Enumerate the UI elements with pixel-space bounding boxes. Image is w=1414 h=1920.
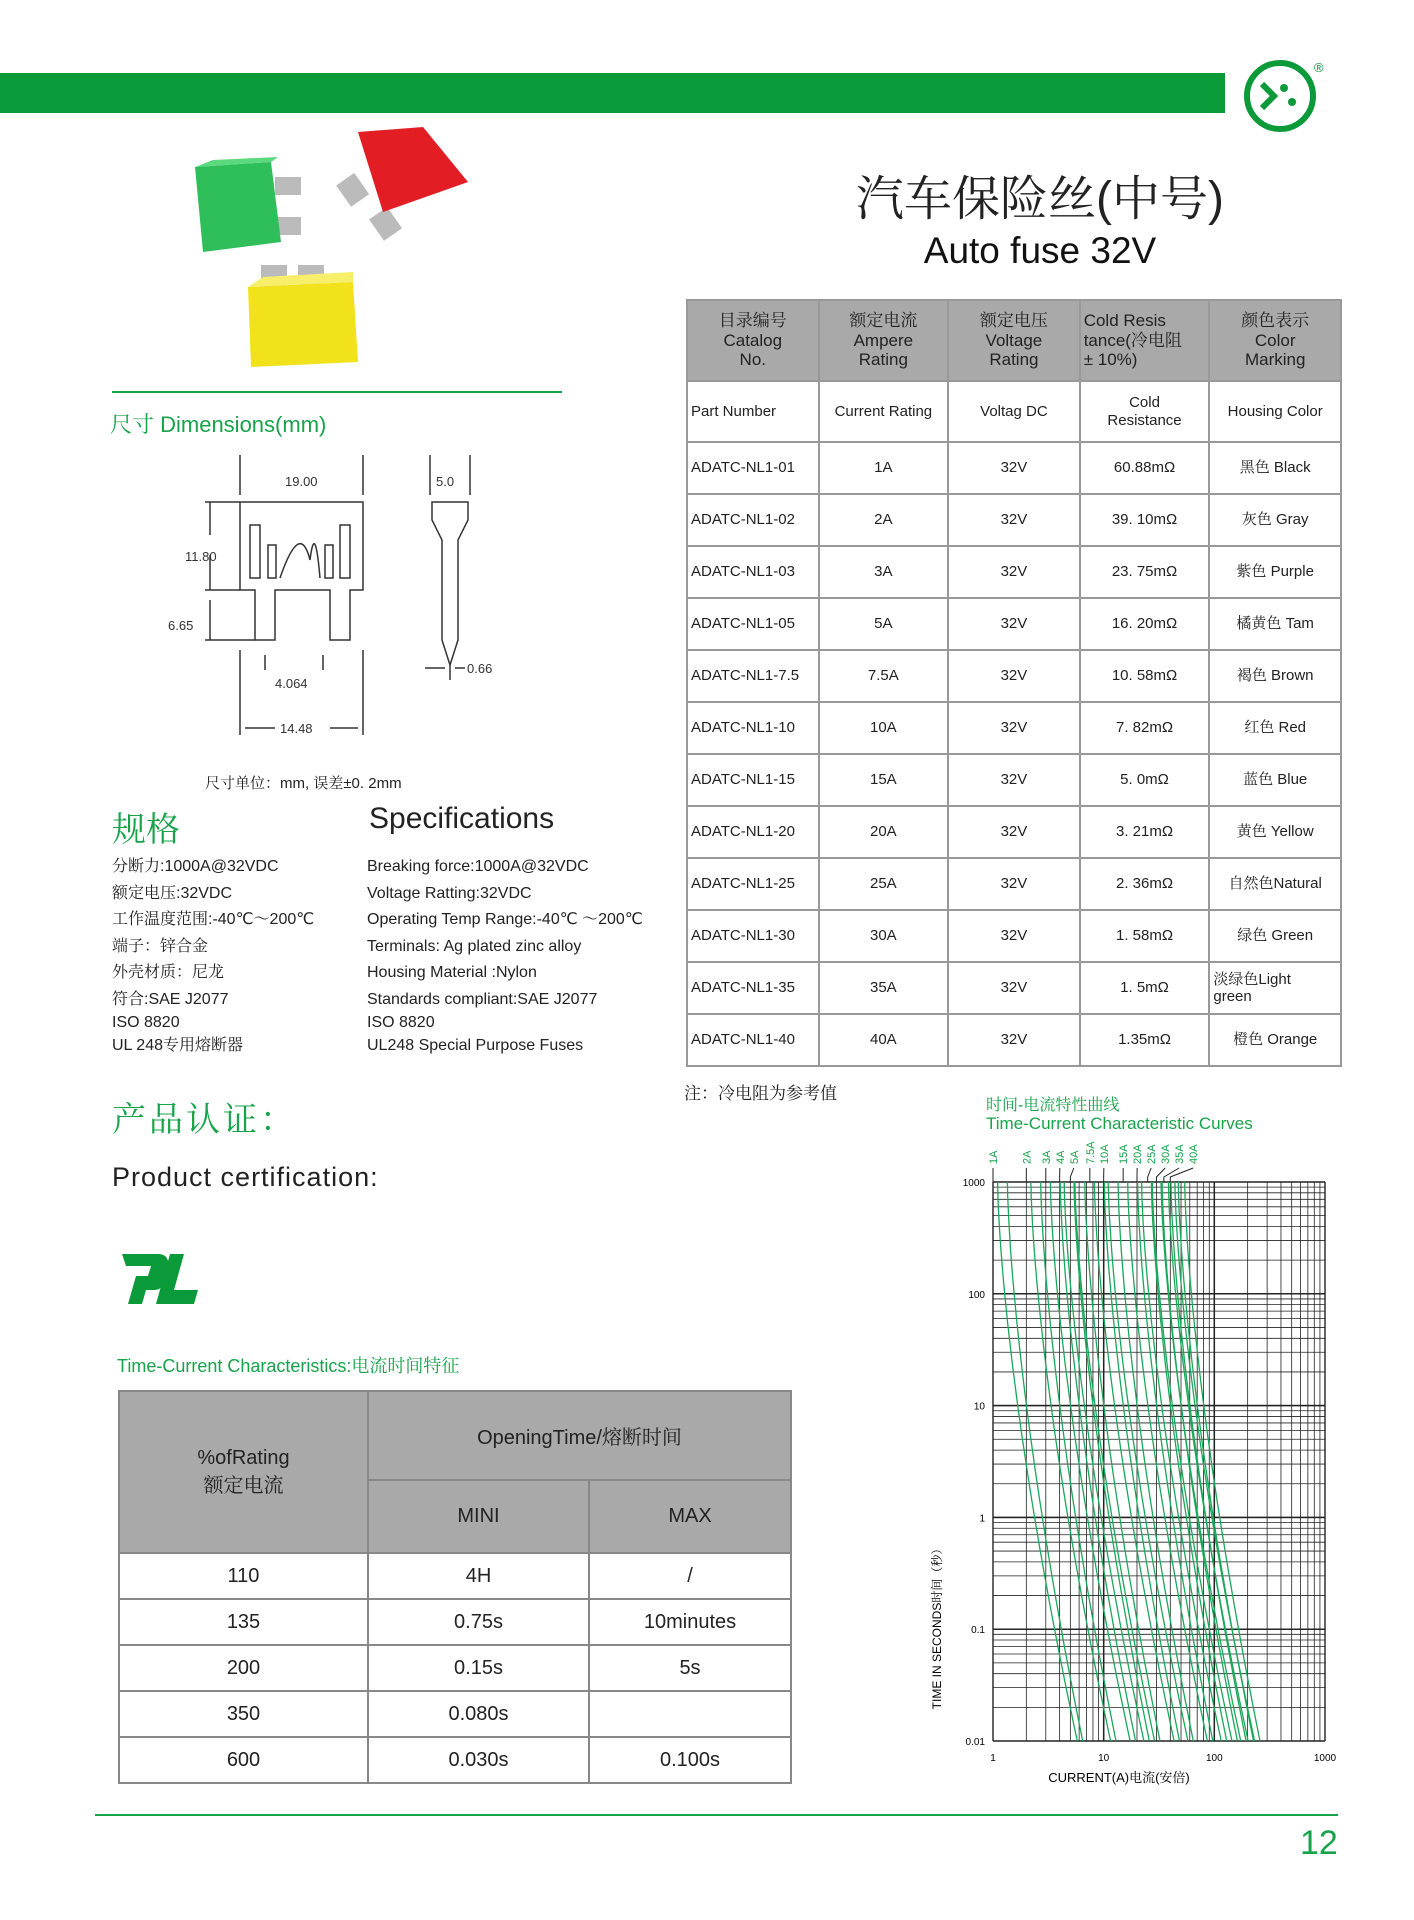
yellow-fuse	[248, 265, 358, 367]
table-cell: 32V	[948, 754, 1080, 806]
spec-line: UL248 Special Purpose Fuses	[367, 1037, 584, 1054]
column-subheader: Voltag DC	[948, 381, 1080, 442]
table-cell: 1.35mΩ	[1080, 1014, 1210, 1066]
column-header: 颜色表示 Color Marking	[1209, 300, 1341, 381]
series-label: 4A	[1054, 1150, 1067, 1164]
parts-section	[686, 299, 1342, 1104]
table-cell: 35A	[819, 962, 949, 1014]
dimension-drawing	[160, 450, 530, 750]
column-subheader: Cold Resistance	[1080, 381, 1210, 442]
table-cell: ADATC-NL1-40	[687, 1014, 819, 1066]
table-cell: 紫色 Purple	[1209, 546, 1341, 598]
specs-title-en: Specifications	[369, 802, 555, 835]
table-cell: 32V	[948, 598, 1080, 650]
divider	[112, 391, 562, 393]
series-tick	[1070, 1168, 1073, 1182]
series-label: 7.5A	[1084, 1141, 1097, 1164]
table-row	[119, 1599, 791, 1645]
table-cell: 32V	[948, 806, 1080, 858]
table-cell: 橘黄色 Tam	[1209, 598, 1341, 650]
table-cell: ADATC-NL1-10	[687, 702, 819, 754]
table-row	[119, 1553, 791, 1599]
table-cell: 自然色Natural	[1209, 858, 1341, 910]
table-cell: 淡绿色Light green	[1209, 962, 1341, 1014]
series-label: 25A	[1146, 1144, 1159, 1164]
spec-line: 分断力:1000A@32VDC	[112, 858, 279, 875]
table-row	[687, 754, 1341, 806]
table-cell: 350	[119, 1691, 368, 1737]
dimensions-title: 尺寸 Dimensions(mm)	[110, 412, 327, 437]
table-cell: ADATC-NL1-35	[687, 962, 819, 1014]
y-tick-label: 10	[973, 1401, 985, 1413]
table-cell: 32V	[948, 1014, 1080, 1066]
green-fuse	[195, 157, 301, 252]
svg-text:4.064: 4.064	[275, 676, 308, 691]
table-cell: 5s	[589, 1645, 791, 1691]
table-cell: /	[589, 1553, 791, 1599]
y-tick-label: 0.01	[965, 1737, 985, 1748]
brand-logo	[1240, 56, 1330, 136]
spec-line: 符合:SAE J2077	[112, 990, 229, 1008]
table-cell: 5. 0mΩ	[1080, 754, 1210, 806]
y-tick-label: 1000	[962, 1178, 985, 1189]
table-cell: ADATC-NL1-03	[687, 546, 819, 598]
time-current-chart	[920, 1095, 1340, 1800]
table-row	[119, 1691, 791, 1737]
table-cell: 110	[119, 1553, 368, 1599]
table-row	[687, 494, 1341, 546]
header-percent-rating: %ofRating 额定电流	[119, 1391, 368, 1553]
column-subheader: Current Rating	[819, 381, 949, 442]
table-cell: 黄色 Yellow	[1209, 806, 1341, 858]
curve-3A	[1050, 1182, 1130, 1741]
column-header: 额定电压 Voltage Rating	[948, 300, 1080, 381]
spec-line: ISO 8820	[112, 1014, 180, 1031]
product-photo	[183, 122, 483, 372]
table-row	[687, 702, 1341, 754]
page-title-cn: 汽车保险丝(中号)	[856, 173, 1224, 226]
column-subheader: Housing Color	[1209, 381, 1341, 442]
table-row	[687, 858, 1341, 910]
y-tick-label: 100	[968, 1289, 985, 1301]
ul-logo	[118, 1250, 210, 1308]
series-tick	[1148, 1168, 1151, 1182]
table-cell: 1A	[819, 442, 949, 494]
series-label: 30A	[1160, 1144, 1173, 1164]
spec-line: ISO 8820	[367, 1014, 435, 1031]
spec-line: 额定电压:32VDC	[112, 884, 233, 902]
table-row	[687, 806, 1341, 858]
series-label: 2A	[1021, 1150, 1034, 1164]
table-cell: 0.030s	[368, 1737, 589, 1783]
table-cell: 橙色 Orange	[1209, 1014, 1341, 1066]
table-cell: 绿色 Green	[1209, 910, 1341, 962]
table-row	[687, 650, 1341, 702]
table-cell: 135	[119, 1599, 368, 1645]
y-tick-label: 0.1	[971, 1625, 985, 1637]
svg-text:0.66: 0.66	[467, 661, 493, 676]
dimension-unit-note: 尺寸单位：mm, 误差±0. 2mm	[205, 775, 402, 792]
time-current-title: Time-Current Characteristics:电流时间特征	[117, 1356, 460, 1376]
table-row	[687, 546, 1341, 598]
table-cell: 灰色 Gray	[1209, 494, 1341, 546]
svg-text:11.80: 11.80	[185, 549, 217, 564]
page-number: 12	[1300, 1824, 1338, 1862]
spec-line: Breaking force:1000A@32VDC	[367, 858, 589, 875]
table-cell: 16. 20mΩ	[1080, 598, 1210, 650]
column-subheader: Part Number	[687, 381, 819, 442]
table-cell: 600	[119, 1737, 368, 1783]
table-cell: 0.100s	[589, 1737, 791, 1783]
table-cell: 10. 58mΩ	[1080, 650, 1210, 702]
spec-line: 端子：锌合金	[112, 937, 209, 955]
table-cell: 10A	[819, 702, 949, 754]
table-cell: 25A	[819, 858, 949, 910]
certification-title-en: Product certification:	[112, 1162, 379, 1192]
table-cell: 7. 82mΩ	[1080, 702, 1210, 754]
specs-list-en	[367, 854, 643, 1060]
table-cell: 32V	[948, 858, 1080, 910]
column-header: 目录编号 Catalog No.	[687, 300, 819, 381]
table-cell: 2A	[819, 494, 949, 546]
svg-text:6.65: 6.65	[168, 618, 194, 633]
curve-15A	[1128, 1182, 1208, 1741]
table-cell: ADATC-NL1-30	[687, 910, 819, 962]
table-cell: 60.88mΩ	[1080, 442, 1210, 494]
table-cell: 3. 21mΩ	[1080, 806, 1210, 858]
series-tick	[1170, 1168, 1193, 1182]
series-label: 5A	[1068, 1150, 1081, 1164]
table-cell: 0.080s	[368, 1691, 589, 1737]
series-label: 1A	[988, 1150, 1000, 1164]
parts-table	[686, 299, 1342, 1067]
table-cell: ADATC-NL1-01	[687, 442, 819, 494]
table-cell: 3A	[819, 546, 949, 598]
y-axis-label: TIME IN SECONDS时间（秒）	[930, 1542, 944, 1710]
x-tick-label: 1000	[1313, 1753, 1337, 1764]
table-cell: 32V	[948, 650, 1080, 702]
header-mini: MINI	[368, 1480, 589, 1553]
table-cell: 15A	[819, 754, 949, 806]
table-cell: ADATC-NL1-25	[687, 858, 819, 910]
table-cell: 10minutes	[589, 1599, 791, 1645]
table-cell: 1. 58mΩ	[1080, 910, 1210, 962]
table-cell: 7.5A	[819, 650, 949, 702]
header-opening-time: OpeningTime/熔断时间	[368, 1391, 791, 1480]
table-cell: 4H	[368, 1553, 589, 1599]
table-cell: ADATC-NL1-15	[687, 754, 819, 806]
series-label: 15A	[1118, 1144, 1131, 1164]
series-tick	[1164, 1168, 1179, 1182]
curve-7.5A	[1094, 1182, 1174, 1741]
table-cell: 32V	[948, 546, 1080, 598]
table-cell: 2. 36mΩ	[1080, 858, 1210, 910]
table-cell: 5A	[819, 598, 949, 650]
table-cell: 32V	[948, 442, 1080, 494]
specs-title-cn: 规格	[112, 811, 180, 849]
svg-text:5.0: 5.0	[436, 474, 455, 489]
table-cell: 32V	[948, 962, 1080, 1014]
column-header: Cold Resis tance(冷电阻 ± 10%)	[1080, 300, 1210, 381]
spec-line: Standards compliant:SAE J2077	[367, 990, 598, 1008]
table-cell: 褐色 Brown	[1209, 650, 1341, 702]
chart-title-cn: 时间-电流特性曲线	[986, 1097, 1120, 1114]
table-cell: 0.15s	[368, 1645, 589, 1691]
table-row	[687, 442, 1341, 494]
red-fuse	[336, 127, 468, 241]
footer-divider	[95, 1814, 1338, 1816]
page-title-en: Auto fuse 32V	[923, 230, 1157, 271]
table-cell: 30A	[819, 910, 949, 962]
table-cell: 0.75s	[368, 1599, 589, 1645]
table-cell: 蓝色 Blue	[1209, 754, 1341, 806]
series-label: 10A	[1098, 1144, 1111, 1164]
svg-text:14.48: 14.48	[280, 721, 313, 736]
table-cell: 20A	[819, 806, 949, 858]
series-label: 35A	[1174, 1144, 1187, 1164]
series-label: 20A	[1132, 1144, 1145, 1164]
series-label: 3A	[1040, 1150, 1053, 1164]
table-cell: 1. 5mΩ	[1080, 962, 1210, 1014]
table-cell: ADATC-NL1-7.5	[687, 650, 819, 702]
table-row	[119, 1737, 791, 1783]
specs-list-cn	[112, 854, 314, 1060]
table-cell: ADATC-NL1-05	[687, 598, 819, 650]
table-note: 注：冷电阻为参考值	[684, 1084, 837, 1103]
table-row	[687, 1014, 1341, 1066]
table-row	[687, 962, 1341, 1014]
table-cell: 32V	[948, 702, 1080, 754]
spec-line: Voltage Ratting:32VDC	[367, 884, 532, 902]
table-cell: 红色 Red	[1209, 702, 1341, 754]
chart-title: Time-Current Characteristic Curves	[986, 1114, 1253, 1133]
table-cell: 39. 10mΩ	[1080, 494, 1210, 546]
certification-title-cn: 产品认证：	[112, 1101, 297, 1139]
series-label: 40A	[1188, 1144, 1201, 1164]
time-current-table	[118, 1390, 792, 1784]
svg-text:19.00: 19.00	[285, 474, 318, 489]
table-cell: ADATC-NL1-02	[687, 494, 819, 546]
x-axis-label: CURRENT(A)电流(安倍)	[1048, 1770, 1190, 1785]
x-tick-label: 100	[1205, 1753, 1223, 1764]
spec-line: Housing Material :Nylon	[367, 964, 537, 981]
table-cell: ADATC-NL1-20	[687, 806, 819, 858]
header-bar	[0, 73, 1225, 113]
curve-3A	[1060, 1182, 1135, 1741]
table-row	[687, 910, 1341, 962]
x-tick-label: 10	[1098, 1753, 1110, 1764]
curve-1A	[998, 1182, 1078, 1741]
svg-text:®: ®	[1314, 60, 1324, 75]
table-cell: 32V	[948, 910, 1080, 962]
table-cell: 23. 75mΩ	[1080, 546, 1210, 598]
table-cell: 32V	[948, 494, 1080, 546]
spec-line: 外壳材质：尼龙	[112, 964, 225, 981]
table-row	[687, 598, 1341, 650]
table-cell: 黑色 Black	[1209, 442, 1341, 494]
table-cell	[589, 1691, 791, 1737]
header-max: MAX	[589, 1480, 791, 1553]
table-cell: 40A	[819, 1014, 949, 1066]
x-tick-label: 1	[990, 1753, 996, 1764]
table-row	[119, 1645, 791, 1691]
spec-line: UL 248专用熔断器	[112, 1037, 244, 1054]
column-header: 额定电流 Ampere Rating	[819, 300, 949, 381]
spec-line: Operating Temp Range:-40℃ ～200℃	[367, 911, 643, 928]
y-tick-label: 1	[979, 1513, 985, 1525]
spec-line: Terminals: Ag plated zinc alloy	[367, 937, 582, 955]
table-cell: 200	[119, 1645, 368, 1691]
spec-line: 工作温度范围:-40℃～200℃	[112, 911, 315, 928]
